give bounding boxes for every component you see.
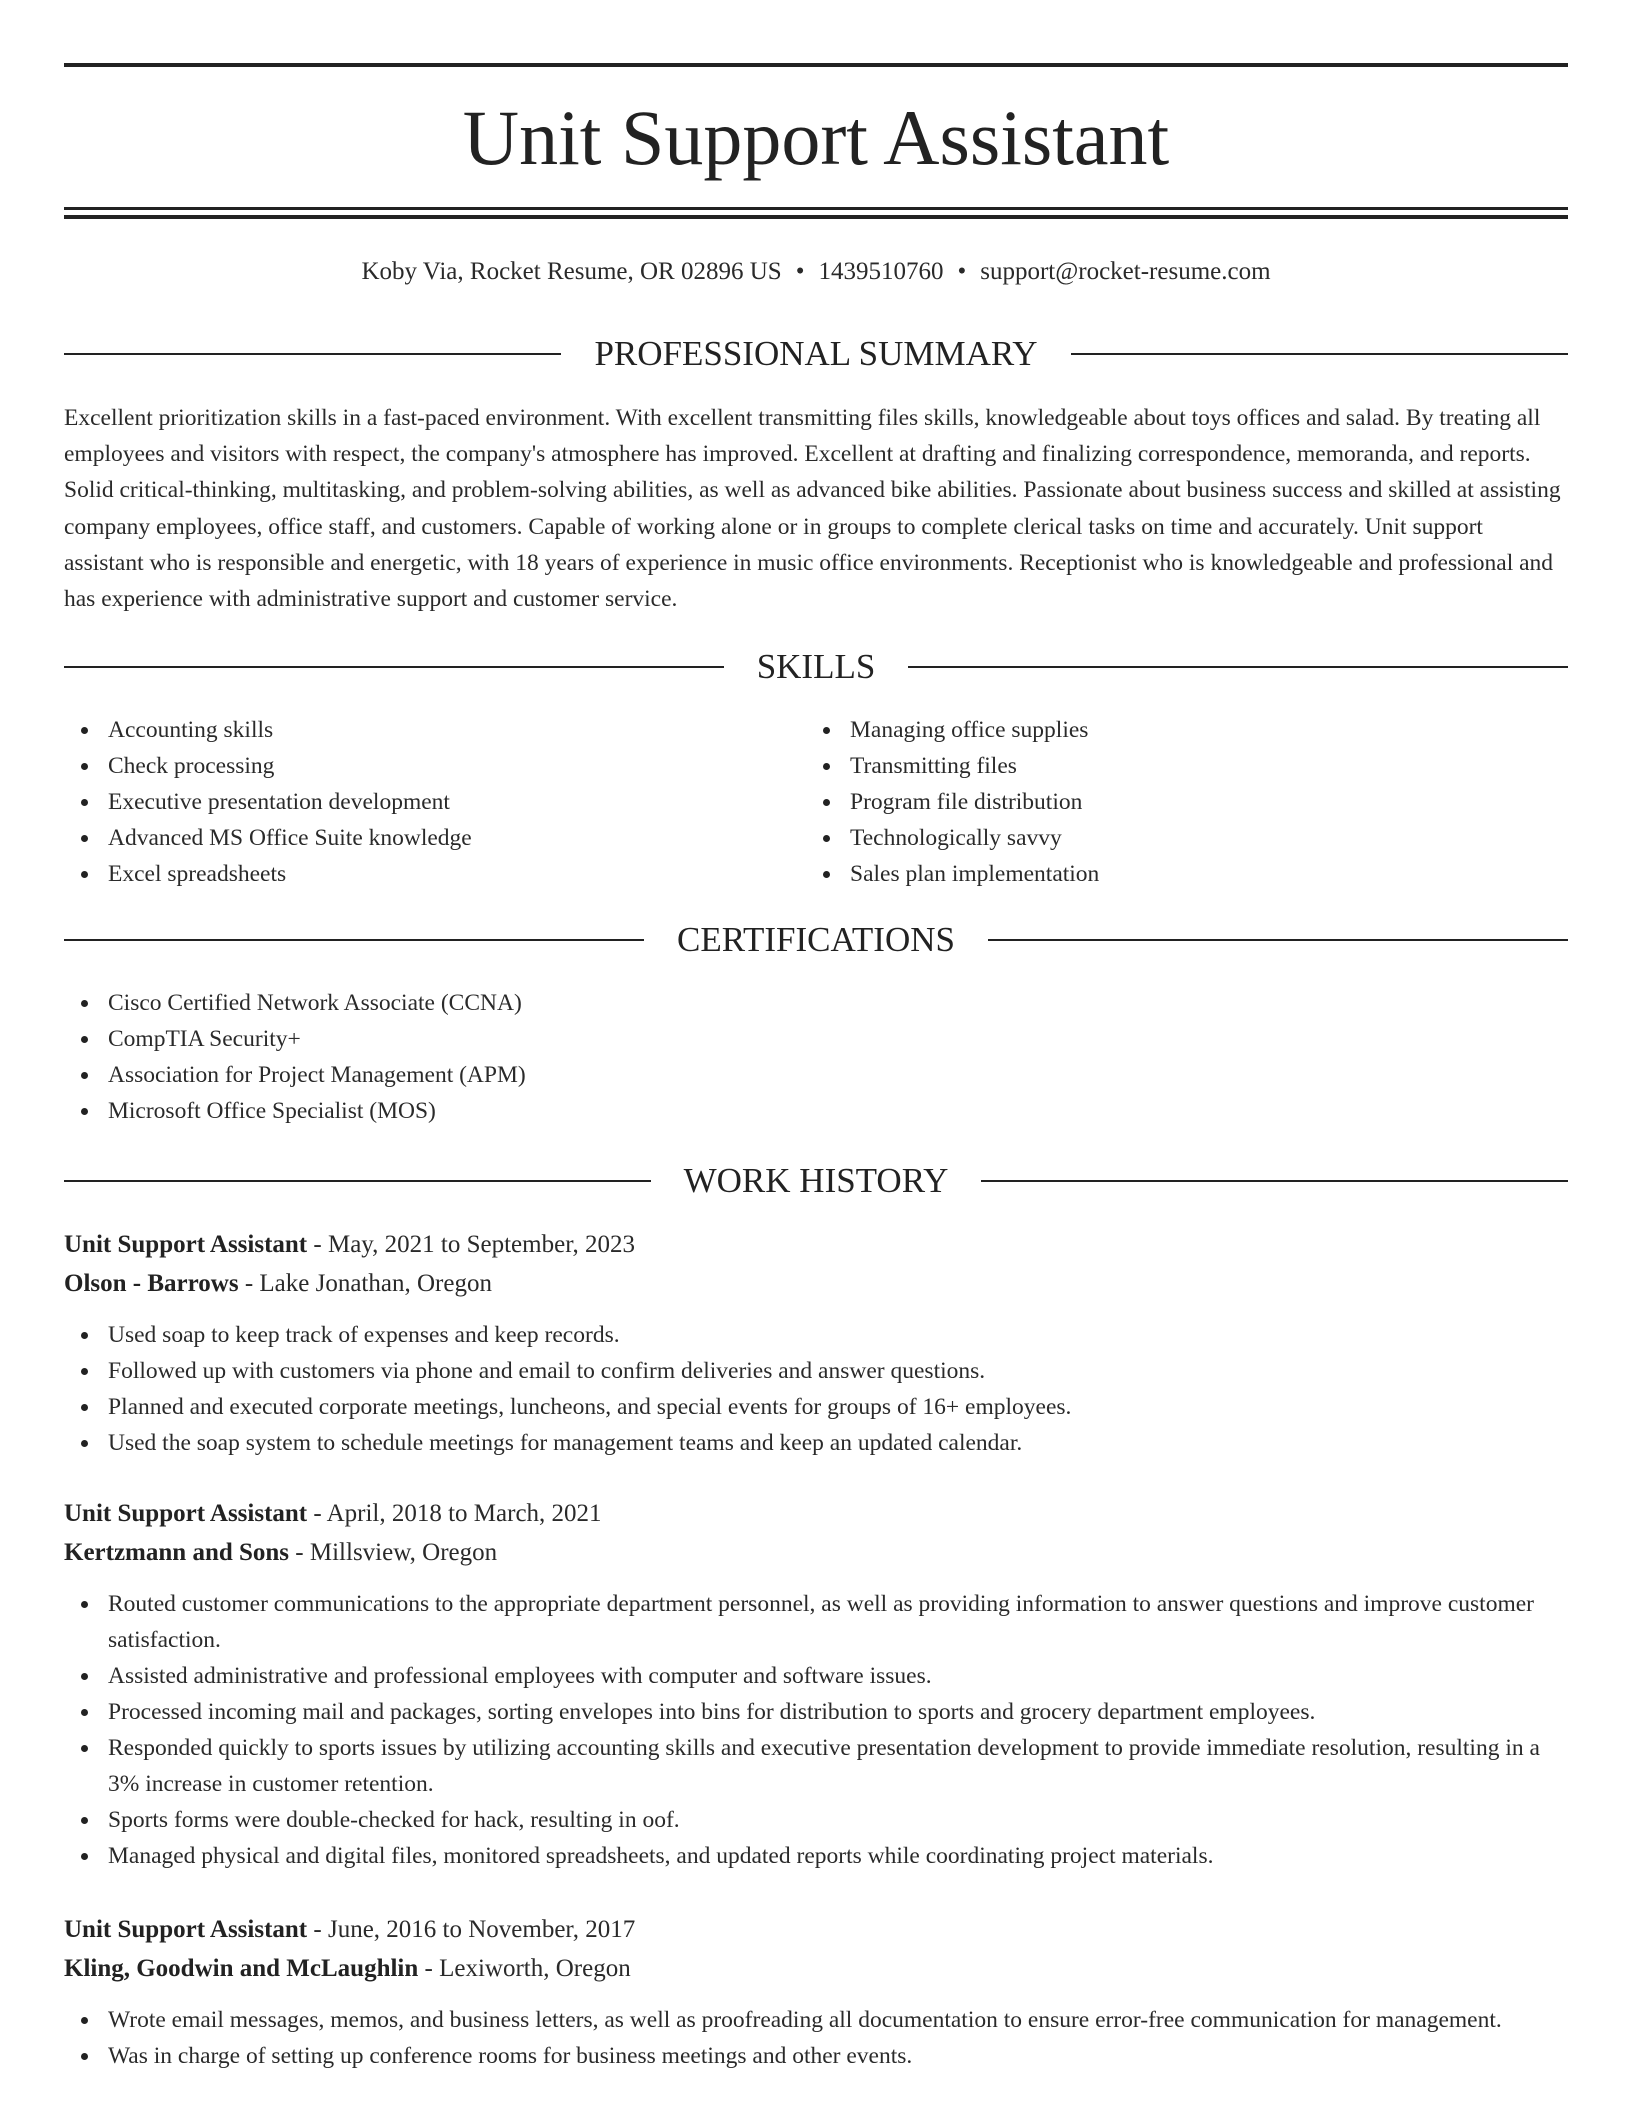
job-entry bbox=[64, 1225, 1568, 1461]
work-history-heading bbox=[64, 1159, 1568, 1203]
skill-item: Executive presentation development bbox=[64, 784, 764, 820]
job-duty-item: Used soap to keep track of expenses and keep records. bbox=[64, 1317, 1568, 1353]
header-double-rule-upper bbox=[64, 207, 1568, 210]
job-entry bbox=[64, 1910, 1568, 2074]
skill-item: Advanced MS Office Suite knowledge bbox=[64, 820, 764, 856]
skill-item: Excel spreadsheets bbox=[64, 856, 764, 892]
contact-address: Koby Via, Rocket Resume, OR 02896 US bbox=[361, 258, 782, 285]
certifications-list bbox=[64, 985, 1568, 1129]
skill-item: Technologically savvy bbox=[806, 820, 1506, 856]
job-entry bbox=[64, 1494, 1568, 1874]
job-dates: - June, 2016 to November, 2017 bbox=[307, 1916, 636, 1943]
job-location: - Millsview, Oregon bbox=[289, 1539, 498, 1566]
contact-separator: • bbox=[957, 258, 967, 285]
job-company: Kling, Goodwin and McLaughlin bbox=[64, 1955, 419, 1982]
heading-rule-left bbox=[64, 666, 724, 668]
certification-item: Microsoft Office Specialist (MOS) bbox=[64, 1093, 1568, 1129]
job-title-line bbox=[64, 1225, 1568, 1264]
job-title-line bbox=[64, 1494, 1568, 1533]
contact-line bbox=[64, 255, 1568, 289]
skills-right-column bbox=[806, 712, 1506, 892]
contact-separator: • bbox=[795, 258, 805, 285]
job-duty-item: Responded quickly to sports issues by utilizing accounting skills and executive presentation development to provide immediate resolution, resulting in a 3% increase in customer retention. bbox=[64, 1730, 1568, 1802]
contact-email: support@rocket-resume.com bbox=[980, 258, 1271, 285]
job-dates: - May, 2021 to September, 2023 bbox=[307, 1231, 636, 1258]
job-duty-item: Managed physical and digital files, monitored spreadsheets, and updated reports while coordinating project materials. bbox=[64, 1838, 1568, 1874]
header-double-rule-lower bbox=[64, 215, 1568, 219]
heading-rule-right bbox=[988, 939, 1568, 941]
certification-item: CompTIA Security+ bbox=[64, 1021, 1568, 1057]
job-duty-item: Wrote email messages, memos, and business letters, as well as proofreading all documentation to ensure error-free communication for management. bbox=[64, 2002, 1568, 2038]
skills-list-left bbox=[64, 712, 764, 892]
job-duty-item: Assisted administrative and professional employees with computer and software issues. bbox=[64, 1658, 1568, 1694]
job-duty-item: Routed customer communications to the appropriate department personnel, as well as providing information to answer questions and improve customer satisfaction. bbox=[64, 1586, 1568, 1658]
heading-rule-left bbox=[64, 939, 644, 941]
heading-rule-right bbox=[1071, 353, 1568, 355]
job-duties-list bbox=[64, 1317, 1568, 1461]
skills-list-right bbox=[806, 712, 1506, 892]
heading-rule-right bbox=[981, 1180, 1568, 1182]
skills-heading-label: SKILLS bbox=[756, 647, 876, 686]
skill-item: Managing office supplies bbox=[806, 712, 1506, 748]
skill-item: Check processing bbox=[64, 748, 764, 784]
skills-heading bbox=[64, 645, 1568, 689]
job-location: - Lexiworth, Oregon bbox=[418, 1955, 631, 1982]
summary-heading-label: PROFESSIONAL SUMMARY bbox=[594, 334, 1038, 373]
summary-heading bbox=[64, 332, 1568, 376]
heading-rule-right bbox=[908, 666, 1568, 668]
job-title-line bbox=[64, 1910, 1568, 1949]
job-duties-list bbox=[64, 1586, 1568, 1874]
header-top-rule bbox=[64, 63, 1568, 67]
work-history-heading-label: WORK HISTORY bbox=[683, 1161, 949, 1200]
job-duty-item: Used the soap system to schedule meetings for management teams and keep an updated calendar. bbox=[64, 1425, 1568, 1461]
job-company: Kertzmann and Sons bbox=[64, 1539, 290, 1566]
job-duties-list bbox=[64, 2002, 1568, 2074]
certification-item: Cisco Certified Network Associate (CCNA) bbox=[64, 985, 1568, 1021]
job-location: - Lake Jonathan, Oregon bbox=[238, 1270, 492, 1297]
job-company-line bbox=[64, 1533, 1568, 1572]
certification-item: Association for Project Management (APM) bbox=[64, 1057, 1568, 1093]
job-company-line bbox=[64, 1949, 1568, 1988]
skill-item: Program file distribution bbox=[806, 784, 1506, 820]
skill-item: Accounting skills bbox=[64, 712, 764, 748]
job-duty-item: Followed up with customers via phone and email to confirm deliveries and answer questions. bbox=[64, 1353, 1568, 1389]
job-title: Unit Support Assistant bbox=[64, 1500, 308, 1527]
contact-phone: 1439510760 bbox=[818, 258, 944, 285]
job-duty-item: Planned and executed corporate meetings, luncheons, and special events for groups of 16+ employees. bbox=[64, 1389, 1568, 1425]
skill-item: Transmitting files bbox=[806, 748, 1506, 784]
skill-item: Sales plan implementation bbox=[806, 856, 1506, 892]
job-company: Olson - Barrows bbox=[64, 1270, 239, 1297]
skills-left-column bbox=[64, 712, 764, 892]
heading-rule-left bbox=[64, 353, 561, 355]
certifications-heading-label: CERTIFICATIONS bbox=[677, 920, 955, 959]
job-duty-item: Sports forms were double-checked for hack, resulting in oof. bbox=[64, 1802, 1568, 1838]
certifications-heading bbox=[64, 918, 1568, 962]
job-dates: - April, 2018 to March, 2021 bbox=[307, 1500, 602, 1527]
job-duty-item: Processed incoming mail and packages, sorting envelopes into bins for distribution to sports and grocery department employees. bbox=[64, 1694, 1568, 1730]
job-duty-item: Was in charge of setting up conference rooms for business meetings and other events. bbox=[64, 2038, 1568, 2074]
job-title: Unit Support Assistant bbox=[64, 1916, 308, 1943]
job-title: Unit Support Assistant bbox=[64, 1231, 308, 1258]
job-company-line bbox=[64, 1264, 1568, 1303]
summary-text: Excellent prioritization skills in a fast-paced environment. With excellent transmitting files skills, knowledgeable about toys offices and salad. By treating all employees and visitors with respect, the company's atmosphere has improved. Excellent at drafting and finalizing correspondence, memoranda, and reports. Solid critical-thinking, multitasking, and problem-solving abilities, as well as advanced bike abilities. Passionate about business success and skilled at assisting company employees, office staff, and customers. Capable of working alone or in groups to complete clerical tasks on time and accurately. Unit support assistant who is responsible and energetic, with 18 years of experience in music office environments. Receptionist who is knowledgeable and professional and has experience with administrative support and customer service. bbox=[64, 405, 1561, 613]
heading-rule-left bbox=[64, 1180, 651, 1182]
resume-title: Unit Support Assistant bbox=[462, 94, 1170, 181]
